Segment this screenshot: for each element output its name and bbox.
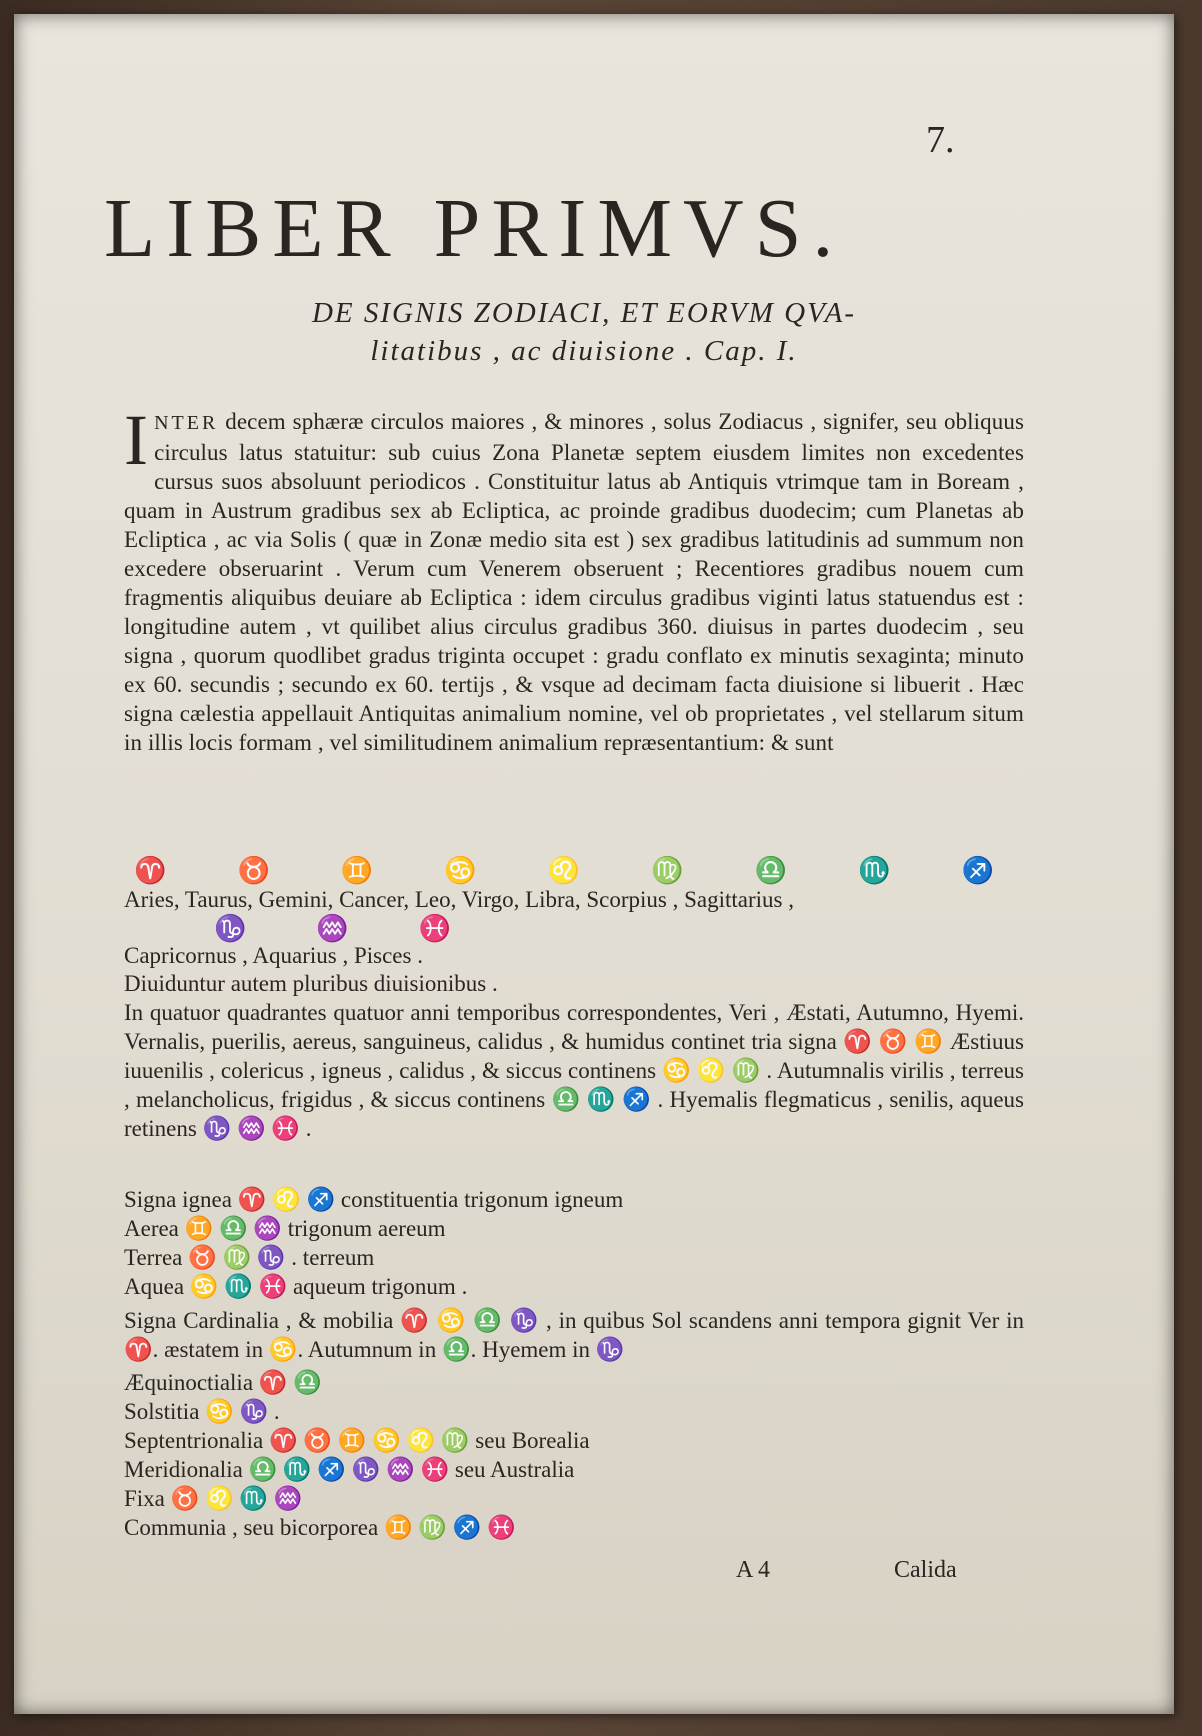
page-title: LIBER PRIMVS. — [104, 182, 845, 275]
catchword: Calida — [894, 1557, 957, 1583]
intro-text: decem sphæræ circulos maiores , & minores , solus Zodiacus , signifer, seu obliquus circulus latus statuitur: sub cuius Zona Planetæ septem eiusdem limites non excedentes cursus suos absoluunt periodicos . Constituitur latus ab Antiquis vtrimque tam in Boream , quam in Austrum gradibus sex ab Ecliptica, ac proinde gradibus duodecim; cum Planetas ab Ecliptica , ac via Solis ( quæ in Zonæ medio sita est ) sex gradibus latitudinis ad summum non excedere obseruarint . Verum cum Venerem obseruent ; Recentiores gradibus nouem cum fragmentis aliquibus deuiare ab Ecliptica : idem circulus gradibus viginti latus statuendus est : longitudine autem , vt quilibet alius circulus gradibus 360. diuisus in partes duodecim , seu signa , quorum quodlibet gradus triginta occupet : gradu conflato ex minutis sexaginta; minuto ex 60. secundis ; secundo ex 60. tertijs , & vsque ad decimam facta diuisione si libuerit . Hæc signa cælestia appellauit Antiquitas animalium nomine, vel ob proprietates , vel stellarum situm in illis locis formam , vel similitudinem animalium repræsentantium: & sunt — [124, 409, 1024, 755]
line-septentrionalia: Septentrionalia ♈ ♉ ♊ ♋ ♌ ♍ seu Borealia — [124, 1428, 590, 1453]
book-page — [14, 14, 1174, 1714]
line-aquea: Aquea ♋ ♏ ♓ aqueum trigonum . — [124, 1274, 468, 1299]
line-meridionalia: Meridionalia ♎ ♏ ♐ ♑ ♒ ♓ seu Australia — [124, 1457, 575, 1482]
subtitle-line-2: litatibus , ac diuisione . Cap. I. — [370, 335, 798, 367]
quadrants-paragraph: In quatuor quadrantes quatuor anni temporibus correspondentes, Veri , Æstati, Autumno, Hyemi. Vernalis, puerilis, aereus, sanguineus, calidus , & humidus continet tria signa ♈ ♉ ♊ Æstiuus iuuenilis , colericus , igneus , calidus , & siccus continens ♋ ♌ ♍ . Autumnalis virilis , terreus , melancholicus, frigidus , & siccus continens ♎ ♏ ♐ . Hyemalis flegmaticus , senilis, aqueus retinens ♑ ♒ ♓ . — [124, 1000, 1024, 1141]
pisces-icon: ♓ — [418, 914, 452, 943]
intro-paragraph — [124, 400, 1024, 757]
libra-icon: ♎ — [754, 856, 788, 885]
zodiac-names-row-1: Aries, Taurus, Gemini, Cancer, Leo, Virgo, Libra, Scorpius , Sagittarius , — [124, 887, 794, 912]
aries-icon: ♈ — [134, 856, 167, 885]
signature-mark: A 4 — [736, 1557, 771, 1583]
line-terrea: Terrea ♉ ♍ ♑ . terreum — [124, 1245, 375, 1270]
line-solstitia: Solstitia ♋ ♑ . — [124, 1399, 280, 1424]
intro-smallcaps: NTER — [154, 412, 219, 434]
zodiac-symbols-row-1 — [134, 856, 994, 886]
capricorn-icon: ♑ — [214, 914, 247, 943]
drop-cap: I — [124, 400, 149, 480]
gemini-icon: ♊ — [340, 856, 374, 885]
zodiac-names-row-2: Capricornus , Aquarius , Pisces . — [124, 943, 423, 968]
leo-icon: ♌ — [547, 856, 581, 885]
page-number: 7. — [926, 119, 955, 161]
divisions-intro: Diuiduntur autem pluribus diuisionibus . — [124, 971, 498, 996]
cancer-icon: ♋ — [444, 856, 477, 885]
zodiac-symbols-row-2 — [214, 914, 451, 944]
chapter-subtitle — [164, 294, 1004, 370]
virgo-icon: ♍ — [651, 856, 684, 885]
line-aequinoctialia: Æquinoctialia ♈ ♎ — [124, 1370, 322, 1395]
line-aerea: Aerea ♊ ♎ ♒ trigonum aereum — [124, 1216, 446, 1241]
line-fixa: Fixa ♉ ♌ ♏ ♒ — [124, 1486, 303, 1511]
cardinal-paragraph: Signa Cardinalia , & mobilia ♈ ♋ ♎ ♑ , in quibus Sol scandens anni tempora gignit Ver in ♈. æstatem in ♋. Autumnum in ♎. Hyemem in ♑ — [124, 1308, 1024, 1362]
sagittarius-icon: ♐ — [961, 856, 994, 885]
subtitle-line-1: DE SIGNIS ZODIACI, ET EORVM QVA- — [311, 297, 857, 329]
line-communia: Communia , seu bicorporea ♊ ♍ ♐ ♓ — [124, 1515, 516, 1540]
line-ignea: Signa ignea ♈ ♌ ♐ constituentia trigonum igneum — [124, 1187, 624, 1212]
aquarius-icon: ♒ — [316, 914, 349, 943]
taurus-icon: ♉ — [237, 856, 270, 885]
scorpio-icon: ♏ — [858, 856, 891, 885]
